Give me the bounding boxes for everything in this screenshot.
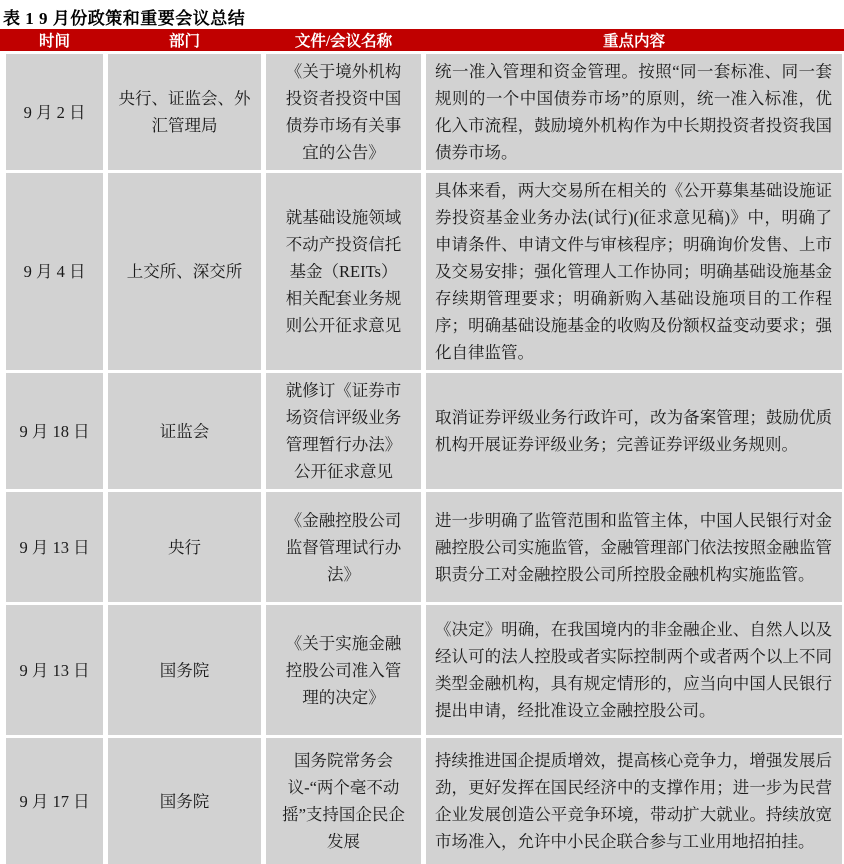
cell-dept: 国务院: [108, 738, 261, 864]
cell-content-text: 统一准入管理和资金管理。按照“同一套标准、同一套规则的一个中国债券市场”的原则，统一准入标准，优化入市流程，鼓励境外机构作为中长期投资者投资我国债券市场。: [435, 62, 832, 162]
cell-doc: 就基础设施领域不动产投资信托基金（REITs）相关配套业务规则公开征求意见: [266, 173, 421, 370]
cell-time: 9 月 13 日: [6, 492, 103, 602]
table-title: 表 1 9 月份政策和重要会议总结: [3, 9, 246, 28]
cell-time: 9 月 13 日: [6, 605, 103, 735]
cell-doc: 《金融控股公司监督管理试行办法》: [266, 492, 421, 602]
table-row: [6, 492, 842, 602]
column-header-doc: 文件/会议名称: [294, 33, 393, 50]
table-row: [6, 373, 842, 489]
cell-dept: 上交所、深交所: [108, 173, 261, 370]
cell-time: 9 月 2 日: [6, 54, 103, 170]
cell-dept: 证监会: [108, 373, 261, 489]
table-row: [6, 54, 842, 170]
cell-content: [426, 738, 842, 864]
cell-content: [426, 373, 842, 489]
cell-dept: 央行、证监会、外汇管理局: [108, 54, 261, 170]
cell-dept: 国务院: [108, 605, 261, 735]
table-header-row: [0, 29, 844, 51]
column-header-dept: 部门: [168, 33, 200, 50]
cell-content-text: 进一步明确了监管范围和监管主体，中国人民银行对金融控股公司实施监管，金融管理部门依法按照金融监管职责分工对金融控股公司所控股金融机构实施监管。: [435, 510, 832, 584]
cell-doc: 《关于境外机构投资者投资中国债券市场有关事宜的公告》: [266, 54, 421, 170]
table-row: [6, 173, 842, 370]
cell-doc: 国务院常务会议-“两个毫不动摇”支持国企民企发展: [266, 738, 421, 864]
cell-content-text: 具体来看，两大交易所在相关的《公开募集基础设施证券投资基金业务办法(试行)(征求意见稿)》中，明确了申请条件、申请文件与审核程序；明确询价发售、上市及交易安排；强化管理人工作协同；明确基础设施基金存续期管理要求；明确新购入基础设施项目的工作程序；明确基础设施基金的收购及份额权益变动要求；强化自律监管。: [435, 181, 832, 362]
cell-content: [426, 173, 842, 370]
table-row: [6, 605, 842, 735]
column-header-content: 重点内容: [602, 33, 665, 50]
table-body: [0, 51, 844, 864]
cell-time: 9 月 4 日: [6, 173, 103, 370]
cell-content: [426, 605, 842, 735]
column-header-time: 时间: [38, 33, 70, 50]
cell-content-text: 取消证券评级业务行政许可，改为备案管理；鼓励优质机构开展证券评级业务；完善证券评级业务规则。: [435, 408, 832, 454]
cell-dept: 央行: [108, 492, 261, 602]
cell-content-text: 持续推进国企提质增效，提高核心竞争力，增强发展后劲，更好发挥在国民经济中的支撑作用；进一步为民营企业发展创造公平竞争环境，带动扩大就业。持续放宽市场准入，允许中小民企联合参与工业用地招拍挂。: [435, 751, 832, 851]
cell-time: 9 月 17 日: [6, 738, 103, 864]
cell-time: 9 月 18 日: [6, 373, 103, 489]
cell-doc: 就修订《证券市场资信评级业务管理暂行办法》公开征求意见: [266, 373, 421, 489]
cell-content: [426, 492, 842, 602]
cell-doc: 《关于实施金融控股公司准入管理的决定》: [266, 605, 421, 735]
cell-content: [426, 54, 842, 170]
cell-content-text: 《决定》明确，在我国境内的非金融企业、自然人以及经认可的法人控股或者实际控制两个或者两个以上不同类型金融机构，具有规定情形的，应当向中国人民银行提出申请，经批准设立金融控股公司。: [435, 620, 832, 720]
table-row: [6, 738, 842, 864]
